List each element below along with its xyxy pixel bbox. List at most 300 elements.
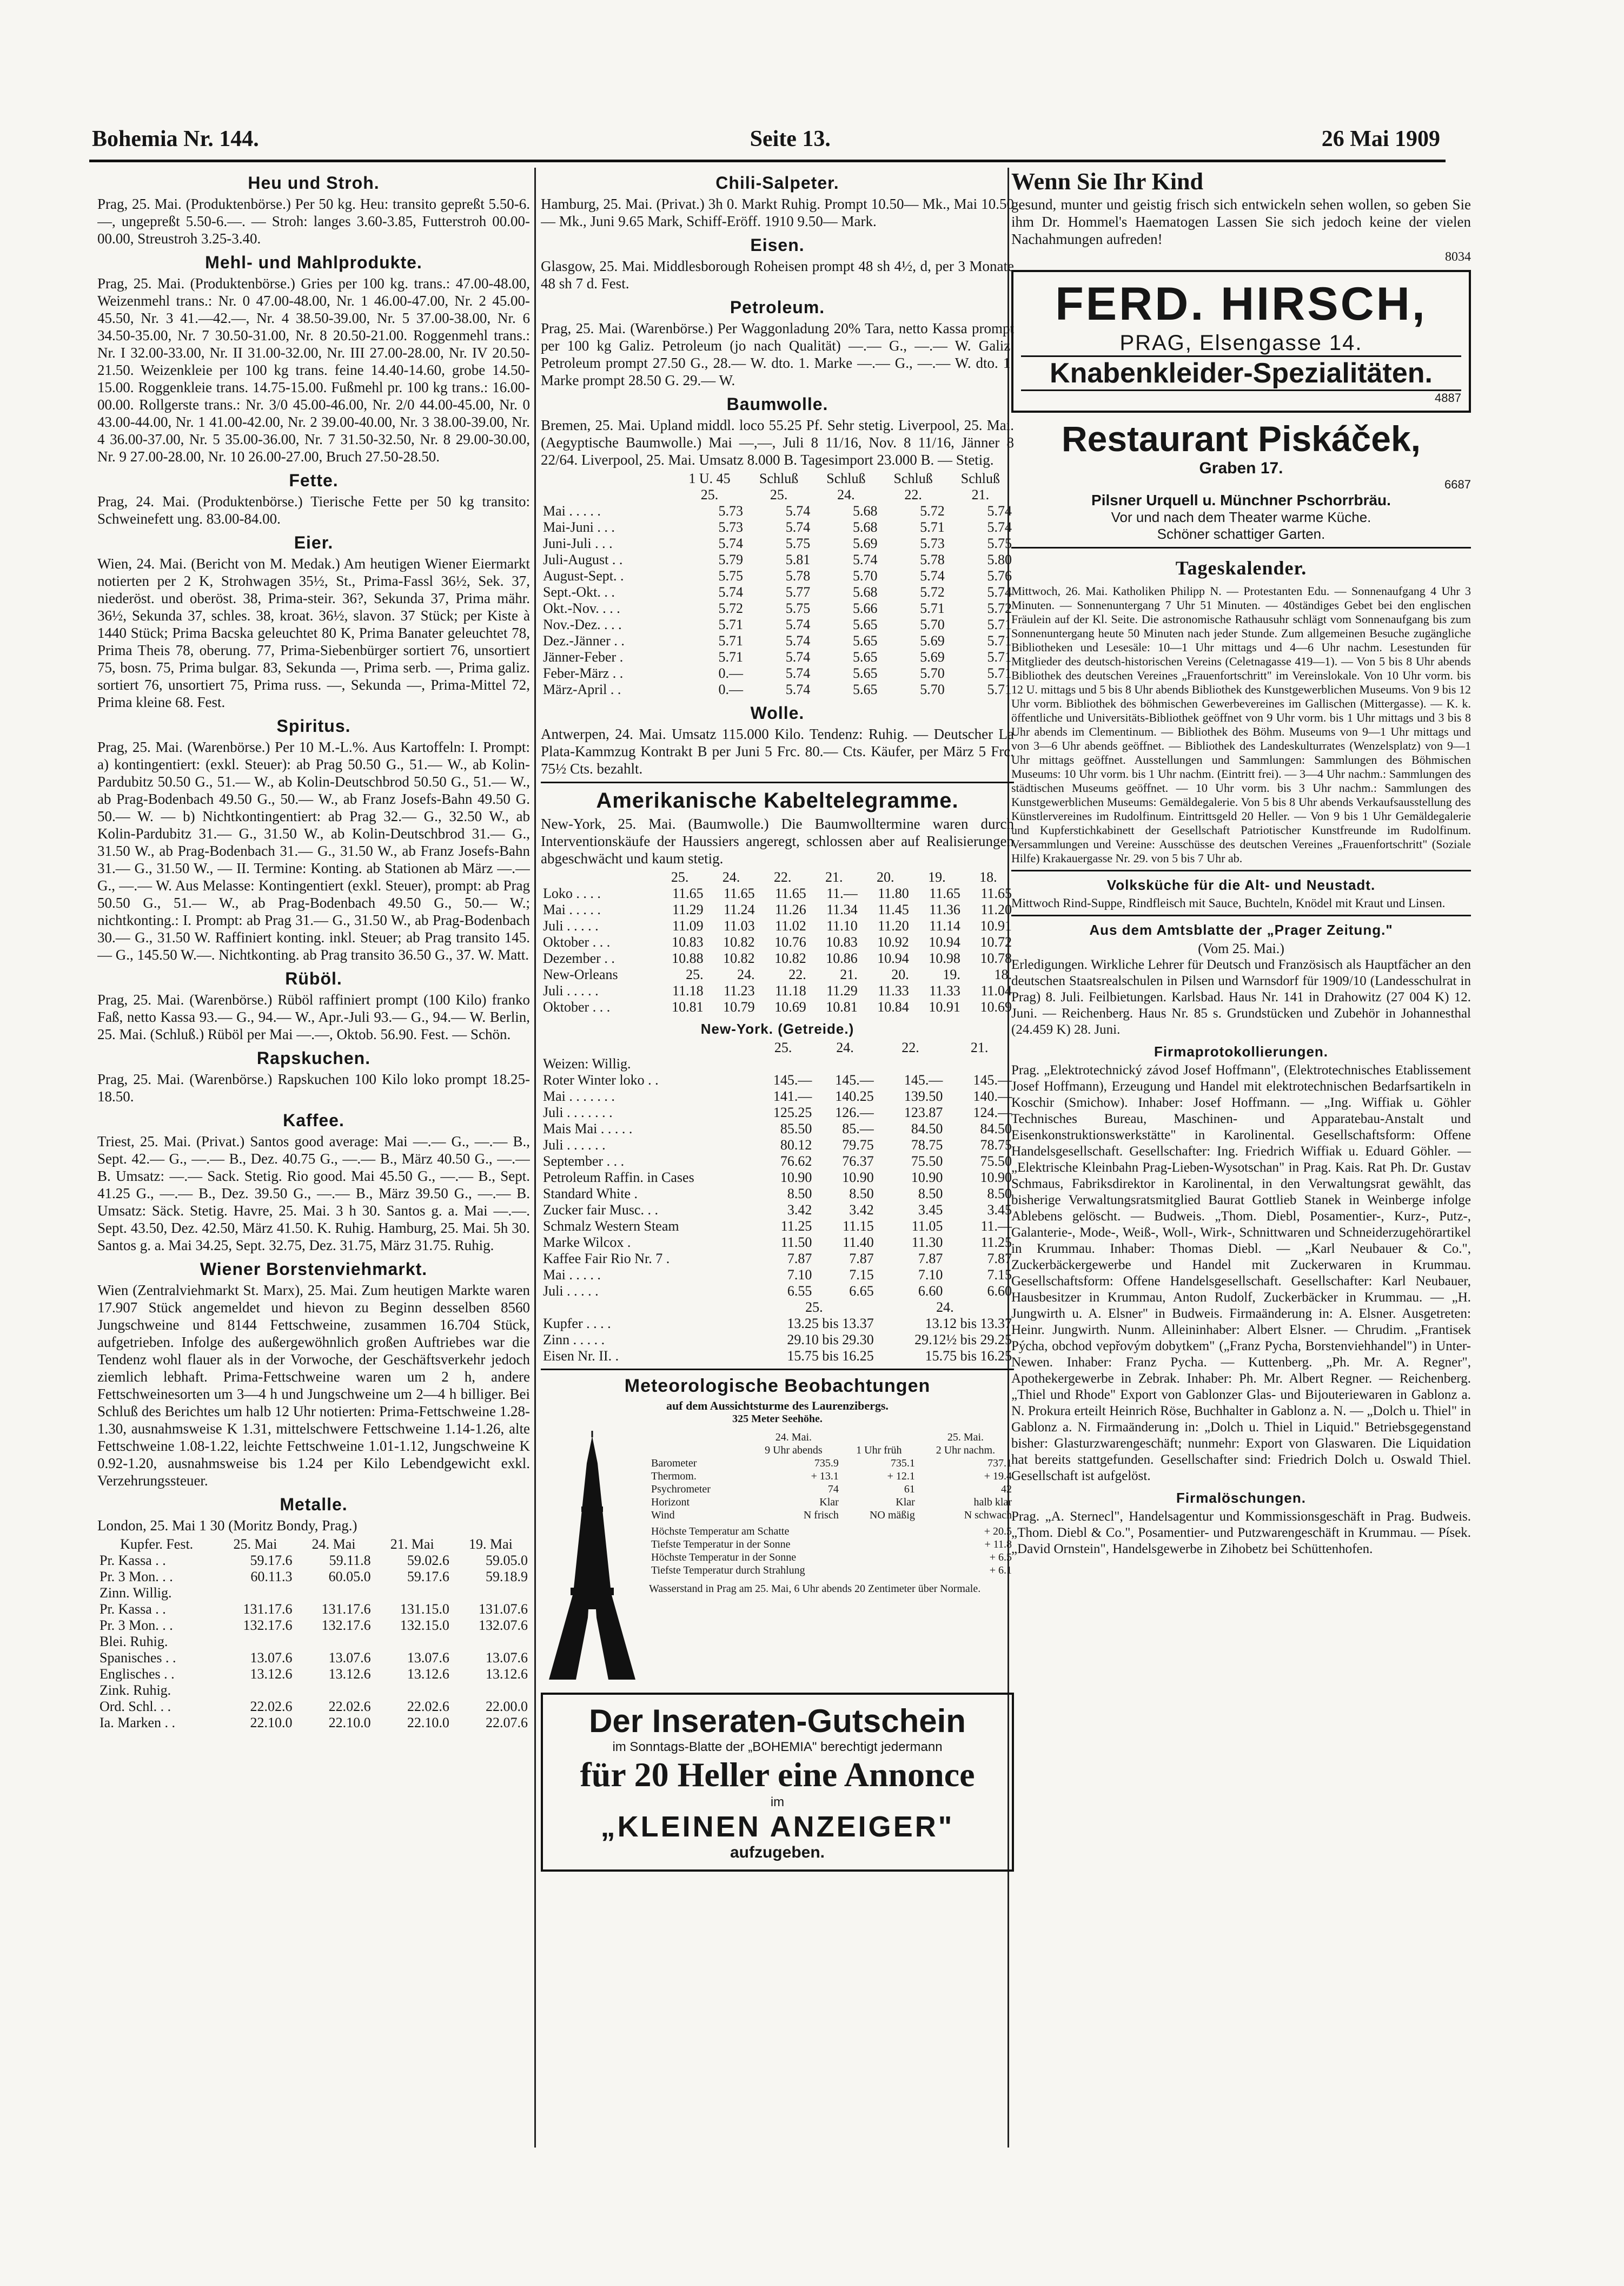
article-text: Mittwoch, 26. Mai. Katholiken Philipp N. — Protestanten Edu. — Sonnenaufgang 4 Uhr 3 Minuten. — Sonnenuntergang 7 Uhr 51 Minuten. — 40ständiges Gebet bei den englischen Fräulein auf der Kl. Seite. Die astronomische Rathausuhr schlägt vom Sonnenaufgang bis zum Sonnenuntergang heute 50 Minuten nach jeder Stunde. Zum allgemeinen Besuche zugängliche Bibliotheken und Lesesäle: 10—1 Uhr mittags und 4—6 Uhr nachm. Lesestunden für Mitglieder des deutsch-historischen Vereins (Celetnagasse 419—1). — Von 5 bis 8 Uhr abends Bibliothek des deutschen Vereines „Frauenfortschritt" im Vereinslokale. Von 10 Uhr vorm. bis 12 U. mittags und 5 bis 8 Uhr abends Bibliothek des Kunstgewerblichen Museums. Von 9 bis 12 Uhr vorm. Bibliothek des böhmischen Gewerbevereines im Gallischen (Mittergasse). — K. k. öffentliche und Universitäts-Bibliothek geöffnet von 9 Uhr vorm. bis 1 Uhr mittags und 3 bis 8 Uhr abends im Clementinum. — Bibliothek des Böhm. Museums von 9—1 Uhr mittags und von 3—6 Uhr abends geöffnet. — Bibliothek des Landeskulturrates (Wenzelsplatz) von 9—1 Uhr mittags geöffnet. Ausstellungen und Sammlungen: Sammlungen des Böhmischen Museums: 10 Uhr vorm. bis 1 Uhr nachm. (Eintritt frei). — 3—4 Uhr nachm.: Sammlungen des städtischen Museums geöffnet. — 10 Uhr vorm. bis 3 Uhr nachm.: Sammlungen des Kunstgewerblichen Museums: Gemäldegalerie. Von 5 bis 8 Uhr abends Verkaufsausstellung des Künstlervereines im Rudolfinum. Eintrittsgeld 20 Heller. — Von 9 bis 1 Uhr Gemäldegalerie und Kupferstichkabinett der Gesellschaft Patriotischer Kunstfreunde im Rudolfinum. Versammlungen und Vereine: Ausschüsse des deutschen Vereines „Frauenfortschritt" (Soziale Hilfe) Krakauergasse Nr. 29. von 5 bis 7 Uhr ab. [1011, 584, 1471, 865]
article-text: Prag, 25. Mai. (Produktenbörse.) Per 50 kg. Heu: transito gepreßt 5.50-6.—, ungepreßt 5.50-6.—. — Stroh: langes 3.60-3.85, Futterstroh 00.00-00.00, Streustroh 3.25-3.40. [97, 196, 530, 247]
table-cell: 10.98 [929, 950, 960, 966]
table-cell [294, 1634, 373, 1650]
header-center: Seite 13. [750, 127, 831, 151]
row-label: Englisches . . [100, 1666, 175, 1682]
table-cell: 6.60 [918, 1283, 943, 1299]
table-row [541, 1088, 1014, 1105]
table-cell: 59.17.6 [407, 1569, 449, 1584]
table-cell: 59.17.6 [250, 1552, 293, 1568]
table-cell: 18. [994, 967, 1012, 982]
table-row [541, 902, 1014, 918]
column-header: 1 U. 45 [688, 471, 731, 486]
table-cell: 10.88 [672, 950, 704, 966]
table-cell: 5.74 [785, 633, 811, 649]
table-cell: 7.87 [987, 1251, 1012, 1266]
table-cell: 10.69 [774, 999, 806, 1015]
table-cell: 10.91 [980, 918, 1012, 934]
row-label: Juli-August . . [543, 552, 623, 567]
table-cell: 10.82 [774, 950, 806, 966]
table-row [541, 1137, 1014, 1153]
column-header: 25. Mai. [947, 1431, 984, 1443]
table-row [541, 568, 1014, 584]
column-header: 25. [700, 487, 719, 503]
table-cell: 79.75 [842, 1137, 874, 1153]
section-title: Heu und Stroh. [248, 173, 380, 193]
table-cell: 25. [686, 967, 704, 982]
row-label: August-Sept. . [543, 568, 624, 584]
table-cell: 11.26 [775, 902, 806, 917]
table-cell: 123.87 [904, 1105, 943, 1120]
table-cell: 10.90 [911, 1170, 943, 1185]
table-row [97, 1699, 530, 1715]
table-cell: 124.— [973, 1105, 1012, 1120]
row-label: Oktober . . . [543, 999, 611, 1015]
row-label: Thermom. [651, 1470, 697, 1482]
article-text: Erledigungen. Wirkliche Lehrer für Deutsch und Französisch als Hauptfächer an den deutschen Staatsrealschulen in Pilsen und Warnsdorf für 1909/10 (Landesschulrat in Prag) 8. Juli. Feilbietungen. Karlsbad. Haus Nr. 141 in Drahowitz (27 004 K) 12. Juni. — Reichenberg. Haus Nr. 85 s. Grundstücken und Zubehör in Johannesthal (24.459 K) 28. Juni. [1011, 957, 1471, 1037]
row-label: Weizen: Willig. [543, 1056, 631, 1072]
column-header: 21. [971, 487, 990, 503]
table-header [97, 1536, 530, 1552]
article-text: Wien, 24. Mai. (Bericht von M. Medak.) Am heutigen Wiener Eiermarkt notierten per 2 K, Strohwagen 35½, St., Prima-Fassl 36½, Sek. 37, niederöst. und oberöst. 38, Prima-steir. 36?, Sekunda 37, Prima mähr. 36½, Sekunda 37, schles. 38, kroat. 36½, slavon. 37 Stück; per Kiste à 1440 Stück; Prima Bacska geleuchtet 80 K, Prima Banater geleuchtet 78, Prima Theis 78, oberung. 77, Prima-Siebenbürger sortiert 76, unsortiert 75, bosn. 75, Prima bulgar. 83, Sekunda —, Prima serb. —, Prima galiz. sortiert 76, unsortiert 75, Prima russ. —, Sekunda —, Prima-Mittel 72, Prima kleine 68. Fest. [97, 556, 530, 710]
water-level: Wasserstand in Prag am 25. Mai, 6 Uhr abends 20 Zentimeter über Normale. [649, 1583, 981, 1595]
table-cell: 140.— [973, 1088, 1012, 1104]
table-cell: 6.60 [987, 1283, 1012, 1299]
row-label: Mai . . . . . [543, 1267, 601, 1283]
table-cell: 11.65 [980, 886, 1012, 901]
table-cell: 20. [891, 967, 909, 982]
section-title: Wolle. [750, 703, 805, 723]
column-header [541, 869, 654, 886]
table-row [541, 1105, 1014, 1121]
table-cell: 75.50 [980, 1153, 1012, 1169]
column-header: 22. [904, 487, 922, 503]
table-cell: 5.75 [785, 536, 811, 551]
table-cell: + 12.1 [887, 1470, 915, 1482]
table-cell: 125.25 [773, 1105, 812, 1120]
table-cell: 5.65 [853, 665, 878, 681]
article-text: London, 25. Mai 1 30 (Moritz Bondy, Prag.) [97, 1517, 357, 1534]
row-label: Tiefste Temperatur in der Sonne [651, 1538, 791, 1550]
row-label: Standard White . [543, 1186, 638, 1201]
row-label: Barometer [651, 1457, 697, 1469]
table-cell: 11.— [826, 886, 858, 901]
row-label: Schmalz Western Steam [543, 1218, 679, 1234]
article-text: Prag, 25. Mai. (Produktenbörse.) Gries per 100 kg. trans.: 47.00-48.00, Weizenmehl trans.: Nr. 0 47.00-48.00, Nr. 1 46.00-47.00, Nr. 2 45.00-45.50, Nr. 3 41.—42.—, Nr. 4 38.50-39.00, Nr. 5 37.00-38.00, Nr. 6 34.50-35.00, Nr. 7 30.50-31.00, Nr. 8 20.50-21.00. Roggenmehl trans.: Nr. I 32.00-33.00, Nr. II 31.00-32.00, Nr. III 27.00-28.00, Nr. IV 20.50-21.50. Weizenkleie per 100 kg trans. feine 14.40-14.60, grobe 14.50-15.00. Roggenkleie trans. 14.75-15.00. Fußmehl pr. 100 kg trans.: 16.00-00.00. Rollgerste trans.: Nr. 3/0 45.00-46.00, Nr. 2/0 44.00-45.00, Nr. 0 43.00-44.00, Nr. 1 41.00-42.00, Nr. 2 39.00-40.00, Nr. 3 38.00-39.00, Nr. 4 36.00-37.00, Nr. 5 35.00-36.00, Nr. 7 31.50-32.50, Nr. 8 29.00-30.00, Nr. 9 27.00-28.00, Nr. 10 26.00-27.00, Bruch 27.50-28.50. [97, 275, 530, 465]
table-row [97, 1715, 530, 1731]
table-cell: 11.09 [672, 918, 704, 934]
table-cell: 0.— [718, 665, 744, 681]
table-cell: 131.07.6 [479, 1601, 528, 1617]
table-cell: 132.17.6 [243, 1617, 293, 1633]
table-row [649, 1483, 1014, 1496]
table-cell: 5.72 [718, 600, 744, 616]
table-cell: 5.72 [920, 584, 945, 600]
table-cell: 131.17.6 [243, 1601, 293, 1617]
table-cell: 3.45 [987, 1202, 1012, 1218]
ad-text: gesund, munter und geistig frisch sich entwickeln sehen wollen, so geben Sie ihm Dr. Hommel's Haematogen Lassen Sie sich jedoch keine der vielen Nachahmungen aufreden! [1011, 196, 1471, 247]
divider [1011, 915, 1471, 916]
table-cell: 11.29 [826, 983, 858, 999]
section-title: Wiener Borstenviehmarkt. [200, 1259, 428, 1279]
table-cell: 126.— [835, 1105, 874, 1120]
column-header: 1 Uhr früh [856, 1444, 902, 1456]
cable-table [541, 869, 1014, 1015]
table-cell: 10.92 [877, 934, 909, 950]
table-cell: 10.76 [774, 934, 806, 950]
table-cell: N frisch [803, 1509, 839, 1521]
table-cell: 7.15 [849, 1267, 874, 1283]
table-cell: 10.81 [672, 999, 704, 1015]
coupon-price: für 20 Heller eine Annonce [580, 1755, 975, 1794]
row-label: Pr. Kassa . . [100, 1552, 166, 1568]
ad-brand: FERD. HIRSCH, [1055, 278, 1427, 330]
table-row [541, 1251, 1014, 1267]
table-cell: 5.71 [987, 649, 1012, 665]
table-cell: 10.90 [780, 1170, 812, 1185]
table-cell: 145.— [904, 1072, 943, 1088]
table-row [541, 1072, 1014, 1088]
table-cell: + 19.4 [984, 1470, 1012, 1482]
table-cell: 24. [737, 967, 755, 982]
row-label: Juli . . . . . . [543, 1137, 606, 1153]
article-text: Prag. „Elektrotechnický závod Josef Hoffmann", (Elektrotechnisches Etablissement Josef Hoffmann), Erzeugung und Handel mit elektrotechnischen Bedarfsartikeln in Koschir (Smichow). Inhaber: Josef Hoffmann. — „Ing. Wiffiak u. Göhler Technisches Bureau, Maschinen- und Apparatebau-Anstalt und Eisenkonstruktionswerkstätte" in Karolinental. Gesellschaftsform: Offene Handelsgesellschaft. Gesellschafter: Ing. Friedrich Wiffiak u. Eduard Göhler. — „Elektrische Kleinbahn Prag-Lieben-Wysotschan" in Prag. Kais. Rat Ph. Dr. Gustav Schmaus, Fabriksdirektor in Karolinental, in den Verwaltungsrat gewählt, das bisherige Verwaltungsratsmitglied Baurat Gottlieb Stanek in Weinberge infolge Ablebens gelöscht. — Budweis. „Thom. Diebl, Posamentier-, Kurz-, Putz-, Galanterie-, Mode-, Weiß-, Woll-, Wirk-, Schnittwaren und Schneiderzugehörartikel in Krummau. Inhaber: Thomas Diebl. — „Karl Neubauer & Co.", Zuckerbäckergewerbe und Handel mit Zuckerwaren in Krummau. Gesellschaftsform: Offene Handelsgesellschaft. Gesellschafter: Karl Neubauer, Hausbesitzer in Krummau, Anton Rudolf, Zuckerbäcker in Krummau. — „H. Jungwirth u. A. Elsner" in Budweis. Firmaänderung in: A. Elsner. Ausgetreten: Heinr. Jungwirth. Nunm. Alleininhaber: Albert Elsner. — Chrudim. „Frantisek Pýcha, obchod vepřovým dobytkem" („Franz Pycha, Borstenviehhandel") in Unter-Newen. Inhaber: Franz Pycha. — Kuttenberg. „Ph. Mr. A. Regner", Apothekergewerbe in Zebrak. Inhaber: Ph. Mr. Albert Regner. — Reichenberg. „Thiel und Rhode" Export von Gablonzer Glas- und Bijouteriewaren in Gablonz a. N. Prokura erteilt Heinrich Röse, Buchhalter in Gablonz a. N. — „Dolch u. Thiel" in Gablonz a. N. Firmaänderung in: „Dolch u. Thiel in Liquid." Betriebsgegenstand bisher: Glasturzwarengeschäft; nunmehr: Export von Glaswaren. Die Liquidation hat bereits stattgefunden. Gesellschafter sind: Friedrich Dolch u. Oswald Thiel. Gesellschaft ist aufgelöst. [1011, 1063, 1471, 1483]
table-cell: 10.82 [723, 934, 755, 950]
table-cell: 22. [788, 967, 806, 982]
row-label: Zink. Ruhig. [100, 1682, 171, 1698]
header-right: 26 Mai 1909 [1321, 127, 1440, 151]
table-cell: 131.15.0 [400, 1601, 449, 1617]
table-header [541, 487, 1014, 503]
ad-number: 4887 [1435, 391, 1461, 405]
row-label: Mai . . . . . [543, 902, 601, 917]
table-row [649, 1551, 1014, 1564]
table-row [649, 1496, 1014, 1509]
row-label: Juli . . . . . [543, 1283, 599, 1299]
table-cell: 85.50 [780, 1121, 812, 1137]
article-text: Glasgow, 25. Mai. Middlesborough Roheisen prompt 48 sh 4½, d, per 3 Monate 48 sh 7 d. Fest. [541, 258, 1014, 292]
table-cell: 7.10 [918, 1267, 943, 1283]
table-cell: 5.74 [987, 503, 1012, 519]
table-cell: Klar [896, 1496, 915, 1508]
table-cell: 11.24 [724, 902, 755, 917]
table-cell: 5.80 [987, 552, 1012, 567]
table-cell: 11.65 [672, 886, 704, 901]
table-row [649, 1509, 1014, 1522]
table-cell [216, 1682, 294, 1699]
table-cell: 13.12.6 [250, 1666, 293, 1682]
row-label: Juni-Juli . . . [543, 536, 613, 551]
table-cell: 5.65 [853, 633, 878, 649]
table-cell: 139.50 [904, 1088, 943, 1104]
table-cell: N schwach [964, 1509, 1012, 1521]
table-cell: 60.11.3 [250, 1569, 293, 1584]
section-title: New-York. (Getreide.) [700, 1021, 854, 1037]
table-cell: 5.73 [920, 536, 945, 551]
table-cell: 76.37 [842, 1153, 874, 1169]
article-text: New-York, 25. Mai. (Baumwolle.) Die Baumwolltermine waren durch Interventionskäufe der Haussiers angeregt, schlossen aber auf Realisierungen abgeschwächt und kaum stetig. [541, 816, 1014, 867]
table-cell: 5.73 [718, 503, 744, 519]
table-cell: 5.72 [987, 600, 1012, 616]
section-title: Rapskuchen. [256, 1048, 371, 1068]
table-cell: 5.70 [920, 682, 945, 697]
table-cell [216, 1585, 294, 1601]
row-label: Zinn . . . . . [543, 1332, 605, 1347]
table-row [541, 934, 1014, 950]
table-cell: 5.71 [920, 600, 945, 616]
header-rule [89, 160, 1446, 162]
table-cell: 8.50 [787, 1186, 812, 1201]
article-text: Antwerpen, 24. Mai. Umsatz 115.000 Kilo. Tendenz: Ruhig. — Deutscher La Plata-Kammzug Kontrakt B per Juni 5 Frc. 80.— Cts. Käufer, per März 5 Frc. 75½ Cts. bezahlt. [541, 726, 1014, 777]
column-header: 2 Uhr nachm. [936, 1444, 996, 1456]
table-cell: 5.74 [785, 519, 811, 535]
table-row [541, 1121, 1014, 1137]
table-row [541, 536, 1014, 552]
table-row [541, 1348, 1014, 1364]
row-label: Juli . . . . . . . [543, 1105, 613, 1120]
row-label: Eisen Nr. II. . [543, 1348, 619, 1364]
column-header: 19. Mai [468, 1536, 513, 1552]
table-row [541, 1170, 1014, 1186]
column-header: 25. [774, 1040, 792, 1055]
table-cell: 5.81 [785, 552, 811, 567]
table-cell: 6.65 [849, 1283, 874, 1299]
row-label: Mai . . . . . . . [543, 1088, 615, 1104]
table-cell: 5.74 [785, 649, 811, 665]
section-title: Metalle. [280, 1495, 348, 1514]
table-cell: 13.12 bis 13.37 [925, 1316, 1012, 1331]
table-cell: 7.87 [849, 1251, 874, 1266]
table-cell: + 13.1 [811, 1470, 839, 1482]
table-row [541, 1234, 1014, 1251]
table-cell: 132.07.6 [479, 1617, 528, 1633]
table-header [541, 1040, 1014, 1056]
table-row [541, 1202, 1014, 1218]
coupon-line: im Sonntags-Blatte der „BOHEMIA" berechtigt jedermann [612, 1740, 943, 1754]
table-cell [814, 1056, 876, 1072]
row-label: Jänner-Feber . [543, 649, 624, 665]
table-cell: 145.— [773, 1072, 812, 1088]
table-cell: 5.74 [785, 503, 811, 519]
table-cell: 5.71 [987, 617, 1012, 632]
row-label: Roter Winter loko . . [543, 1072, 659, 1088]
table-row [541, 665, 1014, 682]
section-title: Tageskalender. [1175, 557, 1307, 579]
divider [1011, 547, 1471, 549]
column-2 [541, 168, 1014, 2267]
table-cell: 21. [840, 967, 858, 982]
row-label: Kaffee Fair Rio Nr. 7 . [543, 1251, 670, 1266]
column-header [541, 1040, 752, 1056]
section-title: Amerikanische Kabeltelegramme. [596, 789, 959, 812]
table-cell: 85.— [842, 1121, 874, 1137]
column-header [541, 471, 674, 487]
table-header [541, 1299, 1014, 1316]
row-label: Mai-Juni . . . [543, 519, 615, 535]
section-title: Eisen. [750, 235, 805, 255]
table-cell: 735.9 [814, 1457, 839, 1469]
ad-address: Graben 17. [1199, 459, 1283, 477]
row-label: Kupfer . . . . [543, 1316, 611, 1331]
header-left: Bohemia Nr. 144. [92, 127, 259, 151]
table-cell: 22.02.6 [407, 1699, 449, 1714]
section-title: Aus dem Amtsblatte der „Prager Zeitung." [1089, 922, 1393, 938]
table-cell: 5.71 [718, 633, 744, 649]
column-header: 24. [837, 487, 855, 503]
table-cell: 5.75 [785, 600, 811, 616]
column-1 [97, 168, 530, 2267]
row-label: März-April . . [543, 682, 621, 697]
row-label: Ia. Marken . . [100, 1715, 176, 1730]
article-text: Prag, 25. Mai. (Warenbörse.) Rapskuchen 100 Kilo loko prompt 18.25-18.50. [97, 1071, 530, 1105]
meteo-table [649, 1431, 1014, 1522]
table-cell [752, 1056, 814, 1072]
row-label: Ord. Schl. . . [100, 1699, 171, 1714]
column-header: Schluß [893, 471, 933, 486]
table-cell: 13.07.6 [328, 1650, 371, 1666]
table-row [649, 1538, 1014, 1551]
table-cell: 15.75 bis 16.25 [787, 1348, 874, 1364]
table-cell: 60.05.0 [328, 1569, 371, 1584]
table-cell: 10.84 [877, 999, 909, 1015]
table-row [541, 552, 1014, 568]
table-cell: 11.— [980, 1218, 1012, 1234]
table-cell: + 20.5 [984, 1525, 1012, 1537]
column-header: Schluß [960, 471, 1000, 486]
table-cell: 11.23 [724, 983, 755, 999]
table-cell: 42 [1001, 1483, 1012, 1495]
petrin-tower-icon [541, 1431, 644, 1685]
table-cell: 5.69 [853, 536, 878, 551]
row-label: Pr. Kassa . . [100, 1601, 166, 1617]
table-row [541, 1218, 1014, 1234]
table-cell: 78.75 [980, 1137, 1012, 1153]
table-cell: 5.68 [853, 519, 878, 535]
section-title: Spiritus. [276, 716, 351, 736]
table-cell: 5.68 [853, 503, 878, 519]
table-cell: 22.10.0 [407, 1715, 449, 1730]
table-row [649, 1457, 1014, 1470]
table-cell: 3.45 [918, 1202, 943, 1218]
column-header: 25. [671, 869, 689, 885]
table-cell [216, 1634, 294, 1650]
table-cell: 5.68 [853, 584, 878, 600]
article-text: Prag, 24. Mai. (Produktenbörse.) Tierische Fette per 50 kg transito: Schweinefett ung. 83.00-84.00. [97, 493, 530, 527]
row-label: Oktober . . . [543, 934, 611, 950]
ad-line: Vor und nach dem Theater warme Küche. [1111, 509, 1371, 525]
table-row [541, 1153, 1014, 1170]
table-row [97, 1682, 530, 1699]
row-label: Wind [651, 1509, 675, 1521]
table-row [97, 1552, 530, 1569]
temperature-table [649, 1525, 1014, 1577]
ad-specialty: Knabenkleider-Spezialitäten. [1021, 355, 1461, 391]
row-label: Dez.-Jänner . . [543, 633, 625, 649]
table-cell: 11.50 [780, 1234, 812, 1250]
table-cell: 11.02 [775, 918, 806, 934]
table-row [541, 519, 1014, 536]
coupon-in: im [770, 1795, 785, 1809]
table-row [541, 918, 1014, 934]
table-cell: 5.71 [987, 665, 1012, 681]
table-cell: + 6.5 [989, 1551, 1012, 1563]
table-row [97, 1585, 530, 1601]
table-cell: 7.87 [787, 1251, 812, 1266]
table-cell: 13.07.6 [407, 1650, 449, 1666]
column-header: 21. Mai [390, 1536, 434, 1552]
table-cell: 5.74 [920, 568, 945, 584]
ad-number: 6687 [1444, 478, 1471, 491]
table-cell: 7.10 [787, 1267, 812, 1283]
table-cell [294, 1682, 373, 1699]
table-cell: 3.42 [849, 1202, 874, 1218]
table-cell: 5.69 [920, 649, 945, 665]
row-label: Marke Wilcox . [543, 1234, 631, 1250]
table-cell: + 11.8 [984, 1538, 1012, 1550]
table-cell: 11.30 [911, 1234, 943, 1250]
section-title: Meteorologische Beobachtungen [624, 1376, 931, 1396]
table-header [541, 471, 1014, 487]
table-cell: halb klar [973, 1496, 1012, 1508]
column-header: 24. [836, 1040, 854, 1055]
column-header [541, 1299, 752, 1316]
table-cell: 22.02.6 [250, 1699, 293, 1714]
table-cell: 11.03 [724, 918, 755, 934]
divider [541, 1369, 1014, 1370]
table-cell: 5.65 [853, 617, 878, 632]
table-cell: 11.29 [672, 902, 704, 917]
column-header: 21. [825, 869, 843, 885]
coupon-paper: „KLEINEN ANZEIGER" [600, 1811, 954, 1843]
table-cell: 5.74 [853, 552, 878, 567]
article-text: Triest, 25. Mai. (Privat.) Santos good average: Mai —.— G., —.— B., Sept. 42.— G., —.— B., Dez. 40.75 G., —.— B., März 40.50 G., —.— B. Umsatz: —.— Sack. Stetig. Rio good. Mai 45.50 G., —.— B., Sept. 41.25 G., —.— B., Dez. 39.50 G., —.— B., März 39.50 G., —.— B. Umsatz: Säck. Stetig. Havre, 25. Mai. 3 h 30. Santos g. a. Mai —.—. Sept. 43.50, Dez. 42.50, März 41.50. K. Ruhig. Hamburg, 25. Mai. 5h 30. Santos g. a. Mai 34.25, Sept. 32.75, Dez. 31.75, März 31.75. Ruhig. [97, 1133, 530, 1253]
row-label: Juli . . . . . [543, 983, 599, 999]
section-title: Kaffee. [283, 1111, 344, 1130]
meteo-block [541, 1431, 1014, 1685]
table-cell: 75.50 [911, 1153, 943, 1169]
table-cell: 29.12½ bis 29.25 [914, 1332, 1012, 1347]
section-title: Chili-Salpeter. [715, 173, 839, 193]
table-cell: 5.74 [987, 584, 1012, 600]
ad-headline: Wenn Sie Ihr Kind [1011, 168, 1203, 195]
table-cell: 13.07.6 [486, 1650, 528, 1666]
table-cell: 22.10.0 [328, 1715, 371, 1730]
table-cell: 11.10 [826, 918, 858, 934]
column-3 [1011, 168, 1471, 2267]
table-row [541, 967, 1014, 983]
table-row [541, 950, 1014, 967]
table-header [541, 869, 1014, 886]
row-label: September . . . [543, 1153, 625, 1169]
table-row [541, 999, 1014, 1015]
row-label: Psychrometer [651, 1483, 711, 1495]
table-cell: 10.86 [826, 950, 858, 966]
coupon-ad [541, 1693, 1014, 1872]
row-label: Spanisches . . [100, 1650, 176, 1666]
row-label: Pr. 3 Mon. . . [100, 1617, 173, 1633]
table-cell: 131.17.6 [321, 1601, 371, 1617]
table-cell: 76.62 [780, 1153, 812, 1169]
table-cell: 5.72 [920, 503, 945, 519]
column-header: Schluß [826, 471, 866, 486]
table-cell: NO mäßig [869, 1509, 915, 1521]
table-cell: 13.12.6 [407, 1666, 449, 1682]
column-header [649, 1444, 746, 1457]
table-cell [452, 1634, 530, 1650]
section-subtitle: (Vom 25. Mai.) [1198, 941, 1284, 956]
table-cell: 5.76 [987, 568, 1012, 584]
table-cell: 5.71 [920, 519, 945, 535]
table-header [649, 1444, 1014, 1457]
